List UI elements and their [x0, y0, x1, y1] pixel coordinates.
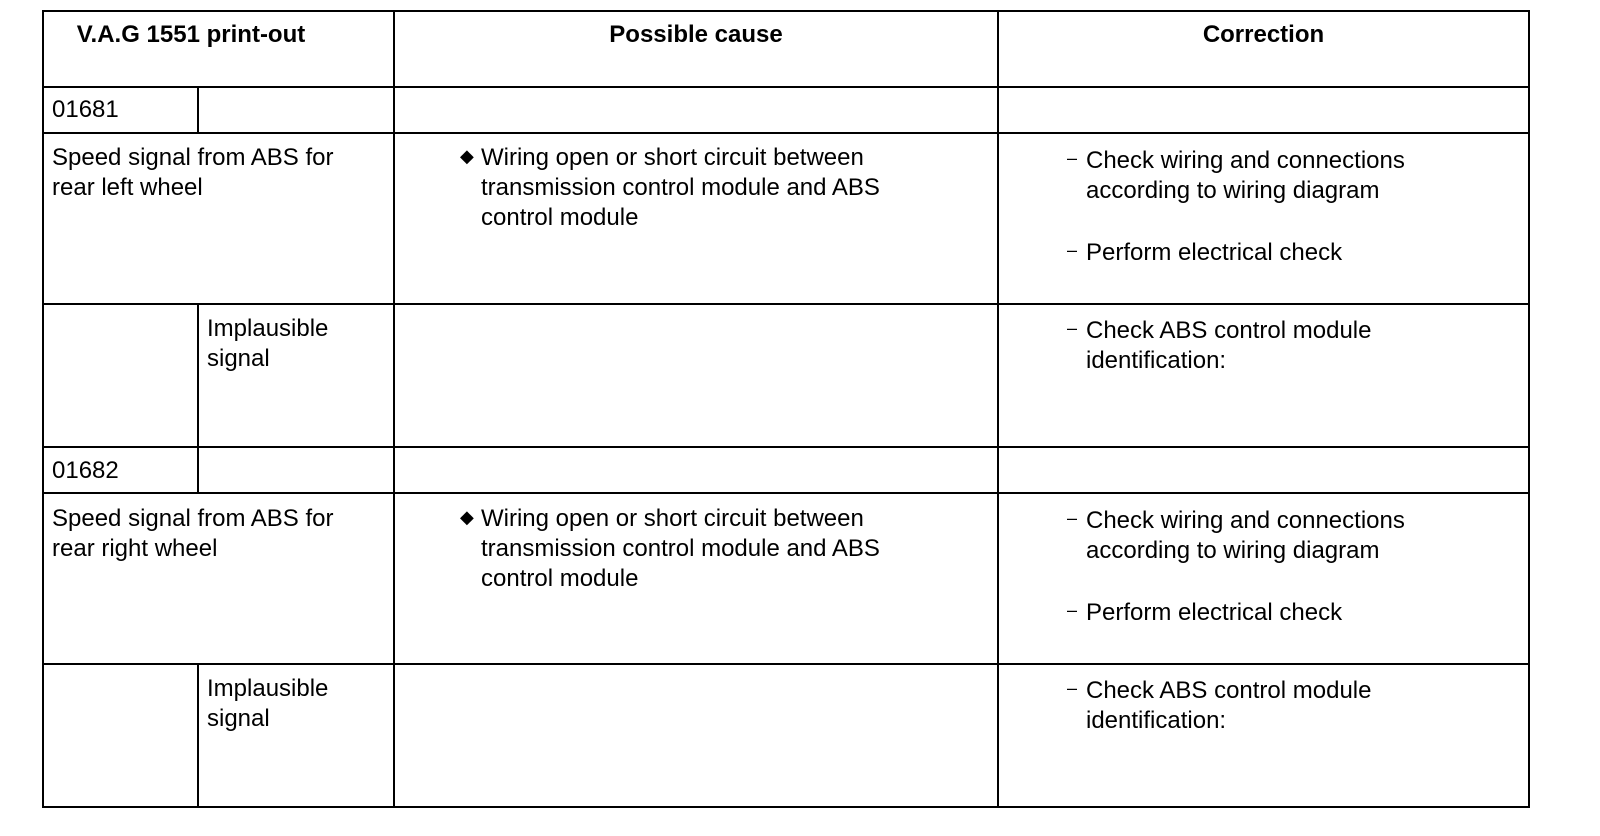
- bullet-icon: ◆: [460, 146, 474, 166]
- possible-cause: Wiring open or short circuit between transmission control module and ABS control module: [481, 144, 880, 231]
- correction-step: Perform electrical check: [1086, 599, 1343, 626]
- header-printout: V.A.G 1551 print-out: [76, 21, 306, 48]
- row-divider-1: [43, 132, 1530, 134]
- subcolumn-divider-3: [197, 446, 199, 494]
- dash-icon: –: [1067, 148, 1078, 168]
- sub-fault-type: Implausible signal: [207, 675, 329, 732]
- row-divider-4: [43, 492, 1530, 494]
- row-divider-3: [43, 446, 1530, 448]
- dash-icon: –: [1067, 240, 1078, 260]
- fault-code: 01681: [52, 96, 119, 123]
- correction-step: Check ABS control module identification:: [1086, 677, 1372, 734]
- sub-fault-type: Implausible signal: [207, 315, 329, 372]
- correction-step: Check wiring and connections according to wiring diagram: [1086, 147, 1405, 204]
- bullet-icon: ◆: [460, 507, 474, 527]
- dash-icon: –: [1067, 508, 1078, 528]
- fault-code: 01682: [52, 457, 119, 484]
- header-correction: Correction: [1202, 21, 1325, 48]
- fault-description: Speed signal from ABS for rear right wheel: [52, 505, 334, 562]
- table-border-top: [43, 10, 1530, 12]
- correction-step: Check wiring and connections according to wiring diagram: [1086, 507, 1405, 564]
- correction-step: Check ABS control module identification:: [1086, 317, 1372, 374]
- column-divider-cause: [997, 10, 999, 808]
- subcolumn-divider-2: [197, 303, 199, 448]
- table-border-left: [42, 10, 44, 808]
- subcolumn-divider-1: [197, 86, 199, 134]
- column-divider-printout: [393, 10, 395, 808]
- subcolumn-divider-4: [197, 663, 199, 808]
- header-divider: [43, 86, 1530, 88]
- possible-cause: Wiring open or short circuit between transmission control module and ABS control module: [481, 505, 880, 592]
- correction-step: Perform electrical check: [1086, 239, 1343, 266]
- header-possible-cause: Possible cause: [609, 21, 783, 48]
- row-divider-5: [43, 663, 1530, 665]
- fault-description: Speed signal from ABS for rear left wheel: [52, 144, 334, 201]
- table-border-bottom: [43, 806, 1530, 808]
- table-border-right: [1528, 10, 1530, 808]
- row-divider-2: [43, 303, 1530, 305]
- dash-icon: –: [1067, 600, 1078, 620]
- dash-icon: –: [1067, 318, 1078, 338]
- dash-icon: –: [1067, 678, 1078, 698]
